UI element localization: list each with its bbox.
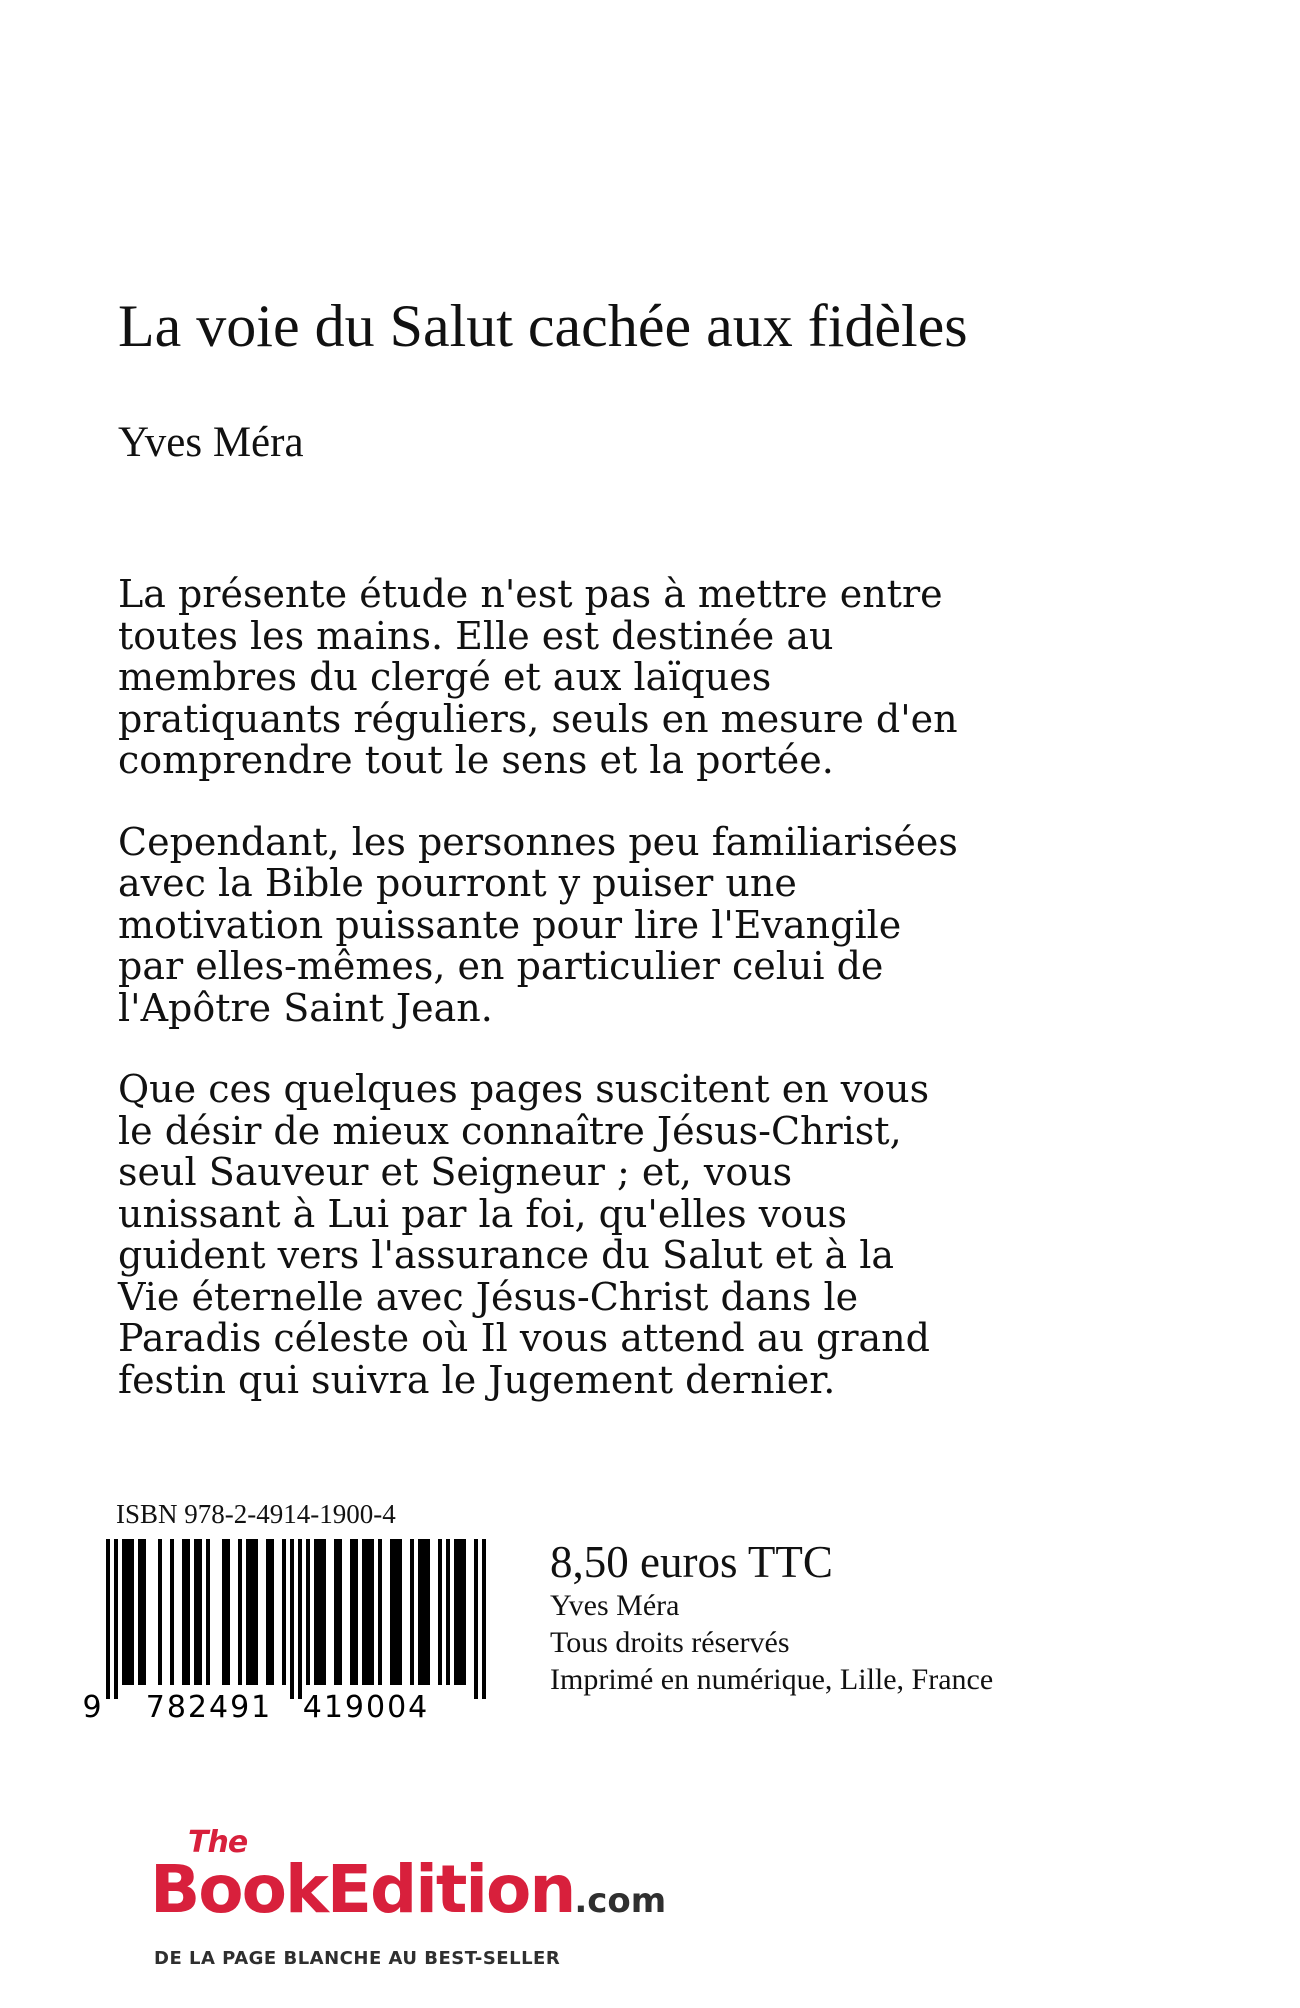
barcode-bar	[418, 1539, 422, 1685]
barcode-bar	[182, 1539, 186, 1685]
barcode-bar	[270, 1539, 274, 1685]
barcode-bar	[410, 1539, 414, 1685]
price: 8,50 euros TTC	[550, 1537, 833, 1587]
barcode-bar	[350, 1539, 354, 1685]
barcode-bar	[378, 1539, 382, 1685]
barcode-bar	[130, 1539, 134, 1685]
barcode-bar	[142, 1539, 146, 1685]
barcode-bar	[322, 1539, 326, 1685]
logo-wordmark	[150, 1851, 666, 1928]
blurb-paragraph: Cependant, les personnes peu familiarisées avec la Bible pourront y puiser une motivation puissante pour lire l'Evangile par elles-mêmes, en particulier celui de l'Apôtre Saint Jean.	[118, 819, 958, 1030]
logo-name-part: n	[529, 1851, 575, 1928]
barcode-bar	[298, 1539, 302, 1699]
barcode-bar	[106, 1539, 110, 1699]
price-block	[550, 1537, 993, 1698]
barcode-bar	[370, 1539, 374, 1685]
barcode-bar	[250, 1539, 254, 1685]
barcode-bar	[394, 1539, 398, 1685]
isbn-barcode	[80, 1539, 490, 1719]
book-author: Yves Méra	[118, 419, 304, 466]
back-cover-blurb	[118, 574, 958, 1441]
barcode-bar	[306, 1539, 310, 1685]
barcode-bar	[290, 1539, 294, 1699]
barcode-bar	[398, 1539, 402, 1685]
barcode-bar	[438, 1539, 442, 1685]
isbn-label: ISBN 978-2-4914-1900-4	[116, 1499, 396, 1529]
rights-notice: Tous droits réservés	[550, 1626, 790, 1659]
barcode-digits-left: 782491	[145, 1690, 273, 1719]
barcode-bar	[138, 1539, 142, 1685]
barcode-bar	[198, 1539, 202, 1685]
barcode-bar	[158, 1539, 162, 1685]
barcode-bar	[254, 1539, 258, 1685]
barcode-bar	[126, 1539, 130, 1685]
barcode-bar	[246, 1539, 250, 1685]
barcode-bar	[186, 1539, 190, 1685]
barcode-bar	[222, 1539, 226, 1685]
publisher-author: Yves Méra	[550, 1589, 680, 1622]
logo-the: The	[188, 1825, 248, 1860]
barcode-bar	[422, 1539, 426, 1685]
barcode-bar	[314, 1539, 318, 1685]
barcode-bar	[238, 1539, 242, 1685]
barcode-digit-prefix: 9	[82, 1690, 102, 1719]
barcode-bar	[426, 1539, 430, 1685]
barcode-bar	[390, 1539, 394, 1685]
barcode-bar	[366, 1539, 370, 1685]
barcode-bars	[106, 1539, 486, 1699]
barcode-bar	[458, 1539, 462, 1685]
logo-name-part: BookEditi	[150, 1851, 487, 1928]
logo-name-quill-o: o	[486, 1851, 530, 1928]
barcode-bar	[446, 1539, 450, 1685]
barcode-bar	[474, 1539, 478, 1699]
book-title: La voie du Salut cachée aux fidèles	[118, 293, 968, 359]
barcode-bar	[338, 1539, 342, 1685]
barcode-bar	[482, 1539, 486, 1699]
barcode-bar	[170, 1539, 174, 1685]
blurb-paragraph: Que ces quelques pages suscitent en vous le désir de mieux connaître Jésus-Christ, seul Sauveur et Seigneur ; et, vous unissant à Lui par la foi, qu'elles vous guident vers l'assurance du Salut et à la Vie éternelle avec Jésus-Christ dans le Paradis céleste où Il vous attend au grand festin qui suivra le Jugement dernier.	[118, 1067, 930, 1402]
barcode-bar	[266, 1539, 270, 1685]
barcode-bar	[122, 1539, 126, 1685]
barcode-bar	[114, 1539, 118, 1699]
barcode-bar	[194, 1539, 198, 1685]
barcode-bar	[462, 1539, 466, 1685]
barcode-bar	[362, 1539, 366, 1685]
barcode-bar	[282, 1539, 286, 1685]
barcode-bar	[226, 1539, 230, 1685]
barcode-bar	[454, 1539, 458, 1685]
logo-domain: .com	[574, 1881, 667, 1921]
barcode-bar	[354, 1539, 358, 1685]
logo-tagline: DE LA PAGE BLANCHE AU BEST-SELLER	[154, 1948, 561, 1969]
print-notice: Imprimé en numérique, Lille, France	[550, 1663, 994, 1696]
barcode-bar	[318, 1539, 322, 1685]
blurb-paragraph: La présente étude n'est pas à mettre entre toutes les mains. Elle est destinée au membres du clergé et aux laïques pratiquants réguliers, seuls en mesure d'en comprendre tout le sens et la portée.	[118, 572, 958, 782]
barcode-bar	[206, 1539, 210, 1685]
barcode-bar	[334, 1539, 338, 1685]
barcode-digits-right: 419004	[302, 1690, 430, 1719]
